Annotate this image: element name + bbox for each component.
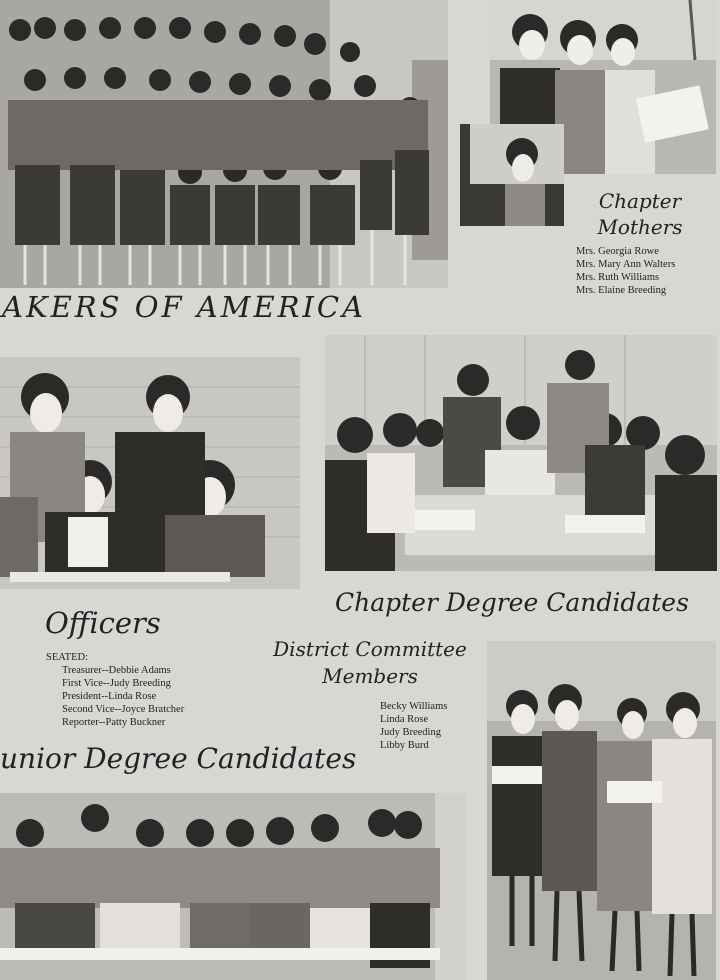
officers-photo (0, 357, 300, 589)
banner-title: AKERS OF AMERICA (2, 290, 367, 324)
chapter-mothers-title-line2: Mothers (597, 215, 683, 239)
officers-title: Officers (45, 606, 161, 640)
list-item: Judy Breeding (380, 727, 441, 738)
list-item: Becky Williams (380, 701, 448, 712)
district-committee-title-line1: District Committee (273, 637, 467, 661)
junior-degree-candidates-photo (0, 793, 465, 980)
list-item: Reporter--Patty Buckner (62, 717, 166, 728)
list-item: Second Vice--Joyce Bratcher (62, 704, 185, 715)
district-committee-title (270, 636, 470, 690)
list-item: Mrs. Ruth Williams (576, 272, 660, 283)
officers-seated-label: SEATED: (46, 652, 88, 663)
chapter-degree-candidates-photo (325, 335, 717, 571)
list-item: Libby Burd (380, 740, 429, 751)
list-item: Treasurer--Debbie Adams (62, 665, 171, 676)
list-item: President--Linda Rose (62, 691, 157, 702)
chapter-degree-title: Chapter Degree Candidates (335, 588, 689, 617)
list-item: Linda Rose (380, 714, 429, 725)
chapter-mother-portrait-photo (460, 124, 564, 226)
group-photo-top-left (0, 0, 448, 288)
officers-list (46, 651, 184, 729)
chapter-mothers-title-line1: Chapter (598, 189, 682, 213)
list-item: First Vice--Judy Breeding (62, 678, 171, 689)
chapter-mothers-list (576, 245, 675, 297)
district-committee-list (380, 700, 447, 752)
list-item: Mrs. Elaine Breeding (576, 285, 667, 296)
list-item: Mrs. Mary Ann Walters (576, 259, 676, 270)
list-item: Mrs. Georgia Rowe (576, 246, 659, 257)
chapter-mothers-title (590, 188, 690, 240)
district-committee-title-line2: Members (322, 664, 418, 688)
district-committee-photo (487, 641, 716, 980)
junior-degree-title: unior Degree Candidates (0, 742, 357, 775)
